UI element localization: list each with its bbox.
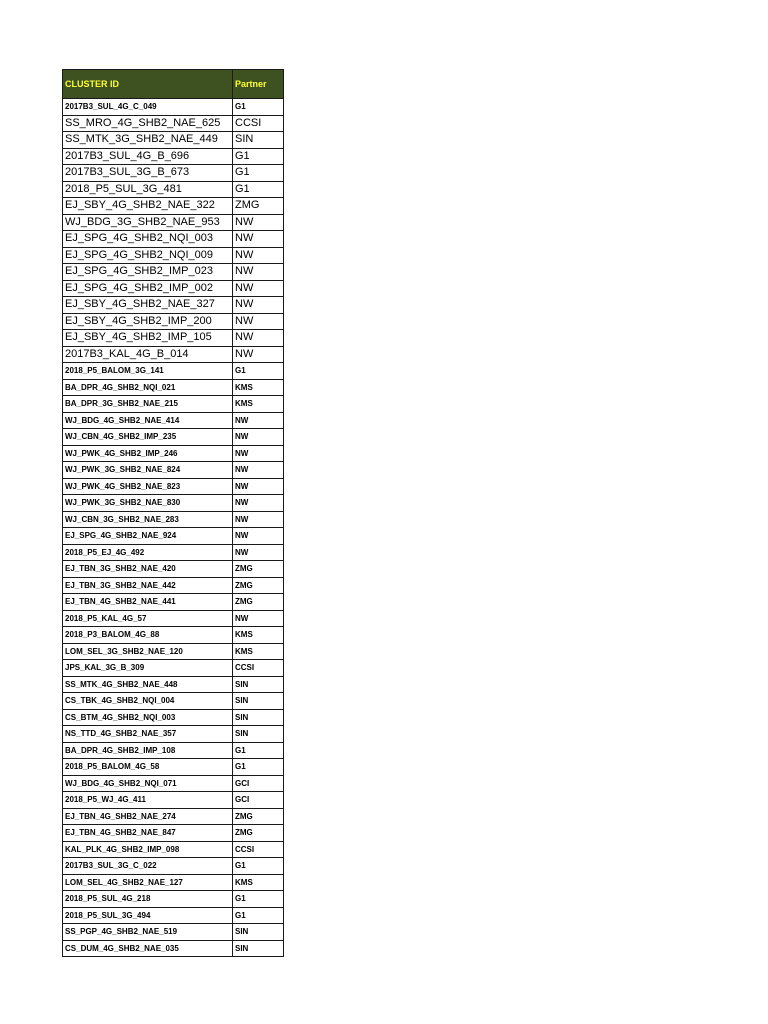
table-row [63,511,284,528]
header-row [63,70,284,99]
cluster-id-cell: EJ_SBY_4G_SHB2_NAE_327 [63,297,233,314]
partner-cell: ZMG [233,198,284,215]
cluster-id-cell: LOM_SEL_4G_SHB2_NAE_127 [63,874,233,891]
cluster-id-cell: 2018_P5_SUL_3G_481 [63,181,233,198]
table-row [63,643,284,660]
partner-cell: NW [233,330,284,347]
partner-cell: G1 [233,759,284,776]
partner-cell: CCSI [233,660,284,677]
partner-cell: KMS [233,379,284,396]
table-row [63,528,284,545]
partner-cell: G1 [233,148,284,165]
table-row [63,247,284,264]
cluster-id-cell: SS_MTK_4G_SHB2_NAE_448 [63,676,233,693]
cluster-id-cell: WJ_CBN_3G_SHB2_NAE_283 [63,511,233,528]
partner-cell: SIN [233,709,284,726]
column-header-partner: Partner [233,70,284,99]
cluster-id-cell: CS_BTM_4G_SHB2_NQI_003 [63,709,233,726]
table-row [63,841,284,858]
partner-cell: G1 [233,891,284,908]
table-row [63,214,284,231]
cluster-id-cell: EJ_TBN_3G_SHB2_NAE_442 [63,577,233,594]
table-row [63,280,284,297]
table-row [63,181,284,198]
partner-cell: G1 [233,858,284,875]
cluster-id-cell: JPS_KAL_3G_B_309 [63,660,233,677]
table-row [63,99,284,116]
partner-cell: NW [233,445,284,462]
cluster-id-cell: WJ_PWK_4G_SHB2_NAE_823 [63,478,233,495]
table-row [63,379,284,396]
table-row [63,775,284,792]
cluster-id-cell: WJ_CBN_4G_SHB2_IMP_235 [63,429,233,446]
partner-cell: NW [233,297,284,314]
cluster-id-cell: LOM_SEL_3G_SHB2_NAE_120 [63,643,233,660]
cluster-id-cell: SS_MRO_4G_SHB2_NAE_625 [63,115,233,132]
cluster-id-cell: EJ_SPG_4G_SHB2_NQI_003 [63,231,233,248]
table-row [63,412,284,429]
partner-cell: SIN [233,726,284,743]
partner-cell: G1 [233,165,284,182]
table-row [63,396,284,413]
cluster-id-cell: SS_PGP_4G_SHB2_NAE_519 [63,924,233,941]
table-row [63,726,284,743]
table-row [63,346,284,363]
partner-cell: NW [233,462,284,479]
table-row [63,594,284,611]
partner-cell: NW [233,429,284,446]
cluster-id-cell: 2018_P5_BALOM_3G_141 [63,363,233,380]
table-row [63,495,284,512]
partner-cell: ZMG [233,594,284,611]
cluster-id-cell: 2018_P3_BALOM_4G_88 [63,627,233,644]
partner-cell: NW [233,313,284,330]
cluster-id-cell: 2017B3_SUL_3G_C_022 [63,858,233,875]
cluster-id-cell: WJ_PWK_3G_SHB2_NAE_830 [63,495,233,512]
cluster-id-cell: CS_DUM_4G_SHB2_NAE_035 [63,940,233,957]
partner-cell: KMS [233,643,284,660]
table-row [63,231,284,248]
table-row [63,792,284,809]
cluster-id-cell: EJ_TBN_4G_SHB2_NAE_274 [63,808,233,825]
cluster-id-cell: 2018_P5_EJ_4G_492 [63,544,233,561]
partner-cell: KMS [233,874,284,891]
cluster-id-cell: WJ_BDG_3G_SHB2_NAE_953 [63,214,233,231]
cluster-id-cell: 2018_P5_KAL_4G_57 [63,610,233,627]
table-row [63,610,284,627]
table-row [63,561,284,578]
cluster-id-cell: EJ_SPG_4G_SHB2_NQI_009 [63,247,233,264]
table-row [63,627,284,644]
cluster-id-cell: 2018_P5_SUL_3G_494 [63,907,233,924]
partner-cell: NW [233,478,284,495]
partner-cell: NW [233,610,284,627]
cluster-id-cell: EJ_SPG_4G_SHB2_IMP_023 [63,264,233,281]
cluster-id-cell: 2018_P5_SUL_4G_218 [63,891,233,908]
partner-cell: ZMG [233,808,284,825]
partner-cell: NW [233,280,284,297]
partner-cell: G1 [233,99,284,116]
cluster-id-cell: WJ_BDG_4G_SHB2_NQI_071 [63,775,233,792]
cluster-id-cell: EJ_SBY_4G_SHB2_NAE_322 [63,198,233,215]
table-row [63,660,284,677]
table-row [63,709,284,726]
table-row [63,363,284,380]
partner-cell: G1 [233,907,284,924]
partner-cell: GCI [233,792,284,809]
partner-cell: ZMG [233,825,284,842]
cluster-id-cell: EJ_SBY_4G_SHB2_IMP_200 [63,313,233,330]
partner-cell: NW [233,528,284,545]
cluster-id-cell: EJ_TBN_4G_SHB2_NAE_847 [63,825,233,842]
partner-cell: NW [233,346,284,363]
partner-cell: NW [233,544,284,561]
cluster-id-cell: WJ_PWK_4G_SHB2_IMP_246 [63,445,233,462]
table-row [63,874,284,891]
partner-cell: NW [233,231,284,248]
cluster-id-cell: 2017B3_SUL_4G_C_049 [63,99,233,116]
partner-cell: KMS [233,396,284,413]
cluster-id-cell: EJ_SBY_4G_SHB2_IMP_105 [63,330,233,347]
cluster-id-cell: WJ_PWK_3G_SHB2_NAE_824 [63,462,233,479]
cluster-partner-table [62,69,284,957]
table-row [63,891,284,908]
partner-cell: NW [233,214,284,231]
partner-cell: KMS [233,627,284,644]
cluster-id-cell: EJ_SPG_4G_SHB2_IMP_002 [63,280,233,297]
partner-cell: NW [233,511,284,528]
table-body [63,99,284,957]
cluster-id-cell: BA_DPR_4G_SHB2_IMP_108 [63,742,233,759]
table-row [63,297,284,314]
table-row [63,742,284,759]
table-row [63,577,284,594]
cluster-id-cell: 2018_P5_WJ_4G_411 [63,792,233,809]
cluster-id-cell: CS_TBK_4G_SHB2_NQI_004 [63,693,233,710]
table-row [63,429,284,446]
partner-cell: SIN [233,940,284,957]
table-row [63,445,284,462]
partner-cell: ZMG [233,561,284,578]
cluster-id-cell: EJ_SPG_4G_SHB2_NAE_924 [63,528,233,545]
partner-cell: SIN [233,676,284,693]
cluster-id-cell: EJ_TBN_3G_SHB2_NAE_420 [63,561,233,578]
cluster-id-cell: 2017B3_KAL_4G_B_014 [63,346,233,363]
table-row [63,759,284,776]
table-row [63,825,284,842]
partner-cell: CCSI [233,115,284,132]
partner-cell: SIN [233,693,284,710]
table-row [63,940,284,957]
cluster-id-cell: KAL_PLK_4G_SHB2_IMP_098 [63,841,233,858]
partner-cell: NW [233,495,284,512]
cluster-id-cell: 2017B3_SUL_3G_B_673 [63,165,233,182]
table-row [63,907,284,924]
cluster-id-cell: WJ_BDG_4G_SHB2_NAE_414 [63,412,233,429]
partner-cell: ZMG [233,577,284,594]
table-row [63,132,284,149]
table-row [63,808,284,825]
table-row [63,165,284,182]
partner-cell: NW [233,412,284,429]
partner-cell: G1 [233,363,284,380]
table-row [63,924,284,941]
cluster-id-cell: NS_TTD_4G_SHB2_NAE_357 [63,726,233,743]
column-header-cluster-id: CLUSTER ID [63,70,233,99]
partner-cell: NW [233,264,284,281]
table-row [63,330,284,347]
table-row [63,313,284,330]
table-row [63,676,284,693]
cluster-id-cell: SS_MTK_3G_SHB2_NAE_449 [63,132,233,149]
table-row [63,264,284,281]
partner-cell: GCI [233,775,284,792]
table-row [63,858,284,875]
cluster-id-cell: BA_DPR_4G_SHB2_NQI_021 [63,379,233,396]
partner-cell: SIN [233,132,284,149]
cluster-id-cell: 2017B3_SUL_4G_B_696 [63,148,233,165]
cluster-id-cell: 2018_P5_BALOM_4G_58 [63,759,233,776]
table-row [63,148,284,165]
partner-cell: G1 [233,181,284,198]
partner-cell: SIN [233,924,284,941]
table-row [63,115,284,132]
table-row [63,198,284,215]
partner-cell: G1 [233,742,284,759]
table-row [63,478,284,495]
table-row [63,693,284,710]
table-row [63,462,284,479]
table-row [63,544,284,561]
cluster-id-cell: BA_DPR_3G_SHB2_NAE_215 [63,396,233,413]
partner-cell: NW [233,247,284,264]
partner-cell: CCSI [233,841,284,858]
cluster-id-cell: EJ_TBN_4G_SHB2_NAE_441 [63,594,233,611]
